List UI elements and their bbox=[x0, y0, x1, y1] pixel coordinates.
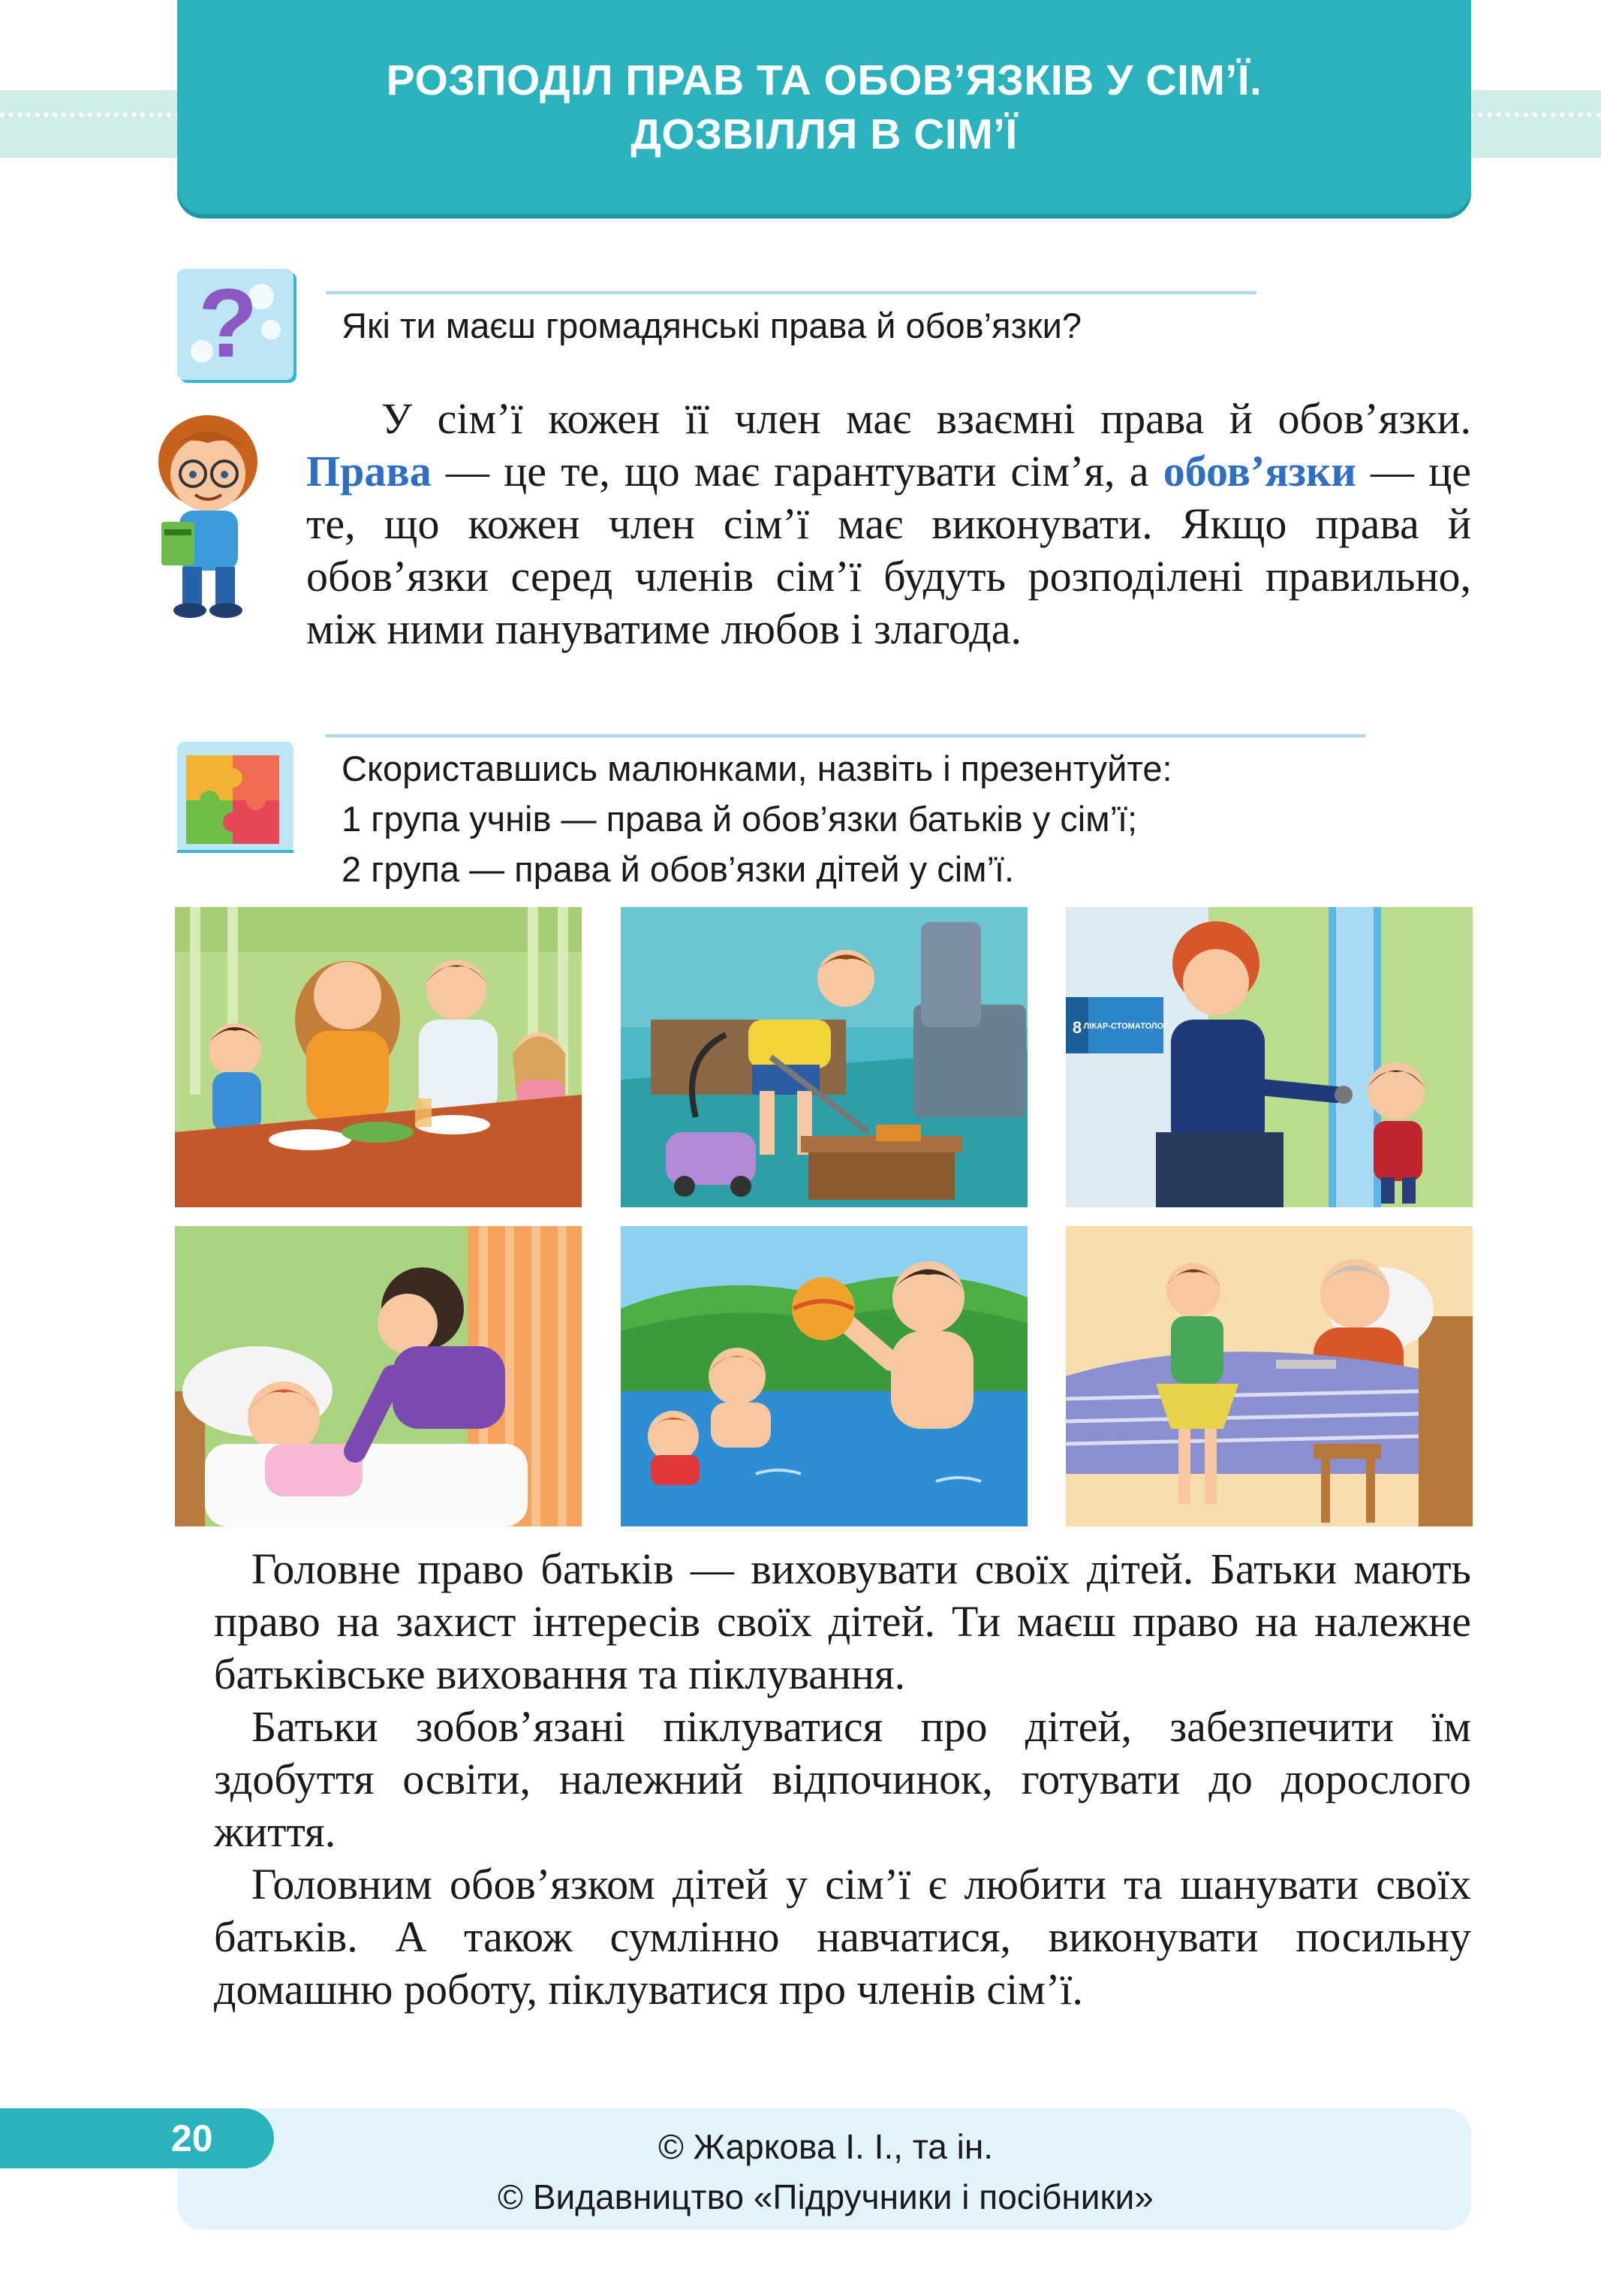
task-rule bbox=[326, 734, 1365, 737]
intro-text-2: — це те, що має гарантувати сім’я, а bbox=[431, 447, 1163, 496]
chapter-title-line1: РОЗПОДІЛ ПРАВ ТА ОБОВ’ЯЗКІВ У СІМ’Ї. bbox=[386, 56, 1262, 104]
intro-text-3: — це те, що кожен член сім’ї має виконувати. Якщо права й обов’язки серед членів сім’ї будуть розподілені правильно, між ними пануватиме любов і злагода. bbox=[306, 447, 1471, 653]
illustration-mother-caring-sick-child bbox=[175, 1226, 582, 1526]
paragraph-parents-rights: Головне право батьків — виховувати своїх дітей. Батьки мають право на захист інтересів своїх дітей. Ти маєш право на належне батьківське виховання та піклування. bbox=[214, 1544, 1471, 1698]
copyright-authors: © Жаркова І. І., та ін. bbox=[658, 2127, 994, 2166]
illustration-girl-serving-grandmother bbox=[1066, 1226, 1473, 1526]
header-dotted-band-left bbox=[0, 90, 180, 158]
term-rights: Права bbox=[306, 447, 432, 496]
task-line-2: 1 група учнів — права й обов’язки батьків у сім’ї; bbox=[342, 799, 1138, 839]
illustration-boy-vacuuming bbox=[621, 907, 1028, 1207]
task-line-1: Скориставшись малюнками, назвіть і презентуйте: bbox=[342, 749, 1172, 788]
illustration-family-dinner bbox=[175, 907, 582, 1207]
page-number-tab bbox=[0, 2108, 274, 2168]
term-duties: обов’язки bbox=[1163, 447, 1356, 496]
chapter-title-line2: ДОЗВІЛЛЯ В СІМ’Ї bbox=[630, 110, 1018, 158]
intro-paragraph bbox=[306, 393, 1471, 655]
task-line-3: 2 група — права й обов’язки дітей у сім’ї. bbox=[342, 849, 1015, 889]
boy-character-illustration bbox=[154, 409, 266, 619]
question-text: Які ти маєш громадянські права й обов’язки? bbox=[342, 306, 1082, 345]
illustration-father-kids-swimming bbox=[621, 1226, 1028, 1526]
illustration-mother-dentist-door bbox=[1066, 907, 1473, 1207]
paragraph-parents-duties: Батьки зобов’язані піклуватися про дітей, забезпечити їм здобуття освіти, належний відпочинок, готувати до дорослого життя. bbox=[214, 1702, 1471, 1856]
question-icon: ? bbox=[177, 269, 293, 380]
question-rule bbox=[326, 291, 1256, 294]
intro-text-1: У сім’ї кожен її член має взаємні права й обов’язки. bbox=[381, 394, 1471, 443]
paragraph-children-duties: Головним обов’язком дітей у сім’ї є любити та шанувати своїх батьків. А також сумлінно навчатися, виконувати посильну домашню роботу, піклуватися про членів сім’ї. bbox=[214, 1860, 1471, 2014]
door-number: 8 bbox=[1072, 1018, 1082, 1037]
door-sign-text: ЛІКАР-СТОМАТОЛОГ bbox=[1083, 1022, 1169, 1031]
copyright-publisher: © Видавництво «Підручники і посібники» bbox=[498, 2177, 1154, 2216]
puzzle-icon bbox=[177, 742, 293, 853]
chapter-header bbox=[177, 0, 1471, 214]
header-dotted-band-right bbox=[1451, 90, 1601, 158]
page-number: 20 bbox=[171, 2117, 213, 2159]
